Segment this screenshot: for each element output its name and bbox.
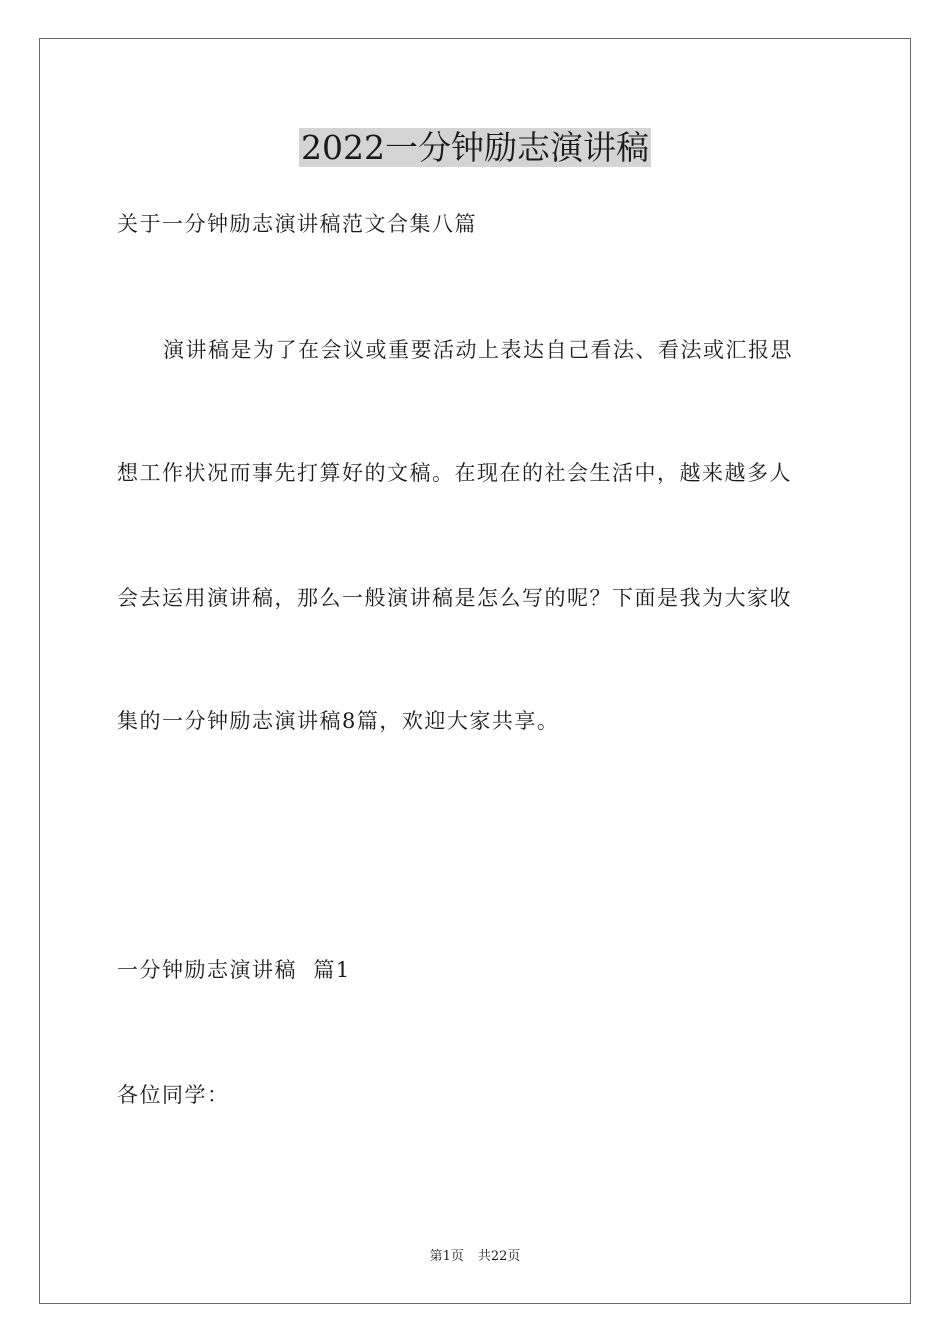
intro-line-2: 想工作状况而事先打算好的文稿。在现在的社会生活中，越来越多人 [117,461,792,485]
intro-line-3: 会去运用演讲稿，那么一般演讲稿是怎么写的呢？下面是我为大家收 [117,586,792,610]
greeting: 各位同学： [117,1083,230,1107]
document-subtitle: 关于一分钟励志演讲稿范文合集八篇 [117,212,477,236]
document-title-text: 2022一分钟励志演讲稿 [301,128,649,167]
document-title [0,126,950,170]
page-footer [0,1248,950,1266]
page-number: 第1页 [429,1249,464,1264]
intro-line-1: 演讲稿是为了在会议或重要活动上表达自己看法、看法或汇报思 [163,338,793,362]
page-total: 共22页 [477,1249,521,1264]
intro-line-4: 集的一分钟励志演讲稿8篇，欢迎大家共享。 [117,709,560,733]
section-heading: 一分钟励志演讲稿 篇1 [117,958,351,982]
